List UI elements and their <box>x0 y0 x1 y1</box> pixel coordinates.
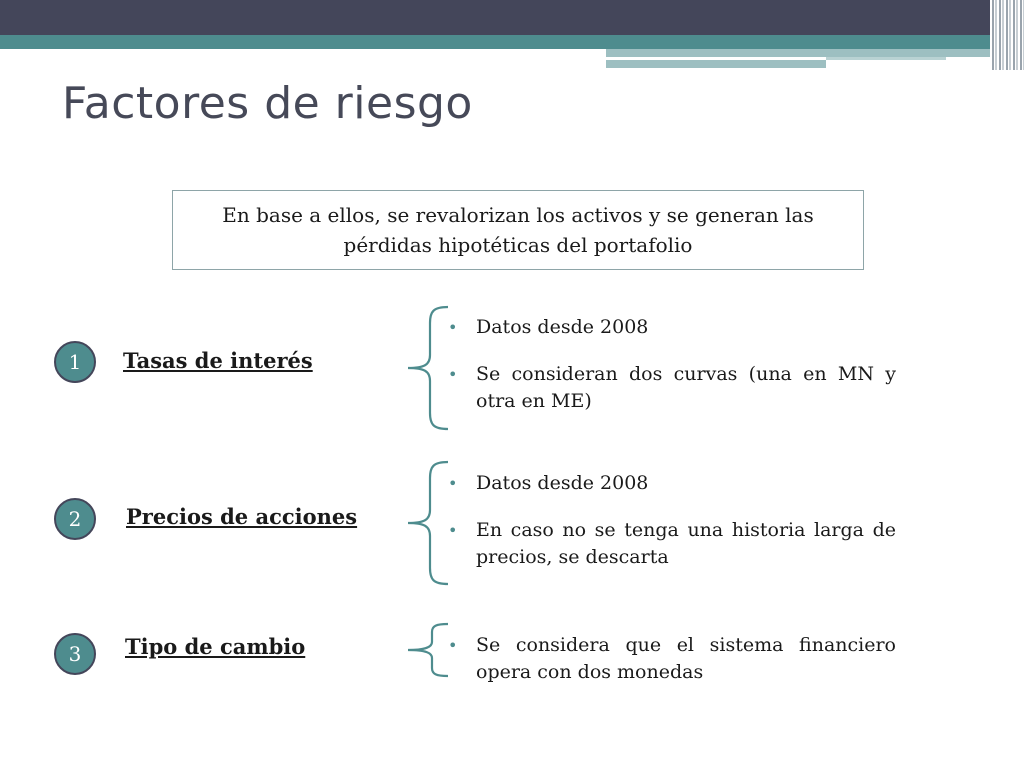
info-box <box>172 190 864 270</box>
factor-2-bullet-1: • Datos desde 2008 <box>448 470 896 497</box>
slide-title: Factores de riesgo <box>62 78 473 129</box>
header-band-light <box>606 49 996 57</box>
factor-3-label: Tipo de cambio <box>125 634 306 659</box>
factor-1-label: Tasas de interés <box>123 348 313 373</box>
factor-1-bullet-2: • Se consideran dos curvas (una en MN y otra en ME) <box>448 361 896 415</box>
factor-1-brace-icon <box>404 305 450 431</box>
factor-1-bullet-1: • Datos desde 2008 <box>448 314 896 341</box>
header-band-light-short <box>606 60 826 68</box>
factor-2-bullets <box>448 470 896 571</box>
factor-3-bullets <box>448 632 896 686</box>
factor-3-brace-icon <box>404 622 450 678</box>
factor-1-number-badge: 1 <box>54 341 96 383</box>
header-stripes <box>990 0 1024 70</box>
factor-2-brace-icon <box>404 460 450 586</box>
factor-3-number-badge: 3 <box>54 633 96 675</box>
info-box-text: En base a ellos, se revalorizan los activos y se generan las pérdidas hipotéticas del portafolio <box>222 203 814 257</box>
factor-2-bullet-2: • En caso no se tenga una historia larga de precios, se descarta <box>448 517 896 571</box>
factor-3-bullet-1: • Se considera que el sistema financiero opera con dos monedas <box>448 632 896 686</box>
header-band-thin <box>826 57 946 60</box>
factor-2-number-badge: 2 <box>54 498 96 540</box>
header-band-teal <box>0 35 1024 49</box>
header-band-dark <box>0 0 1024 35</box>
factor-1-bullets <box>448 314 896 415</box>
factor-2-label: Precios de acciones <box>126 504 358 529</box>
